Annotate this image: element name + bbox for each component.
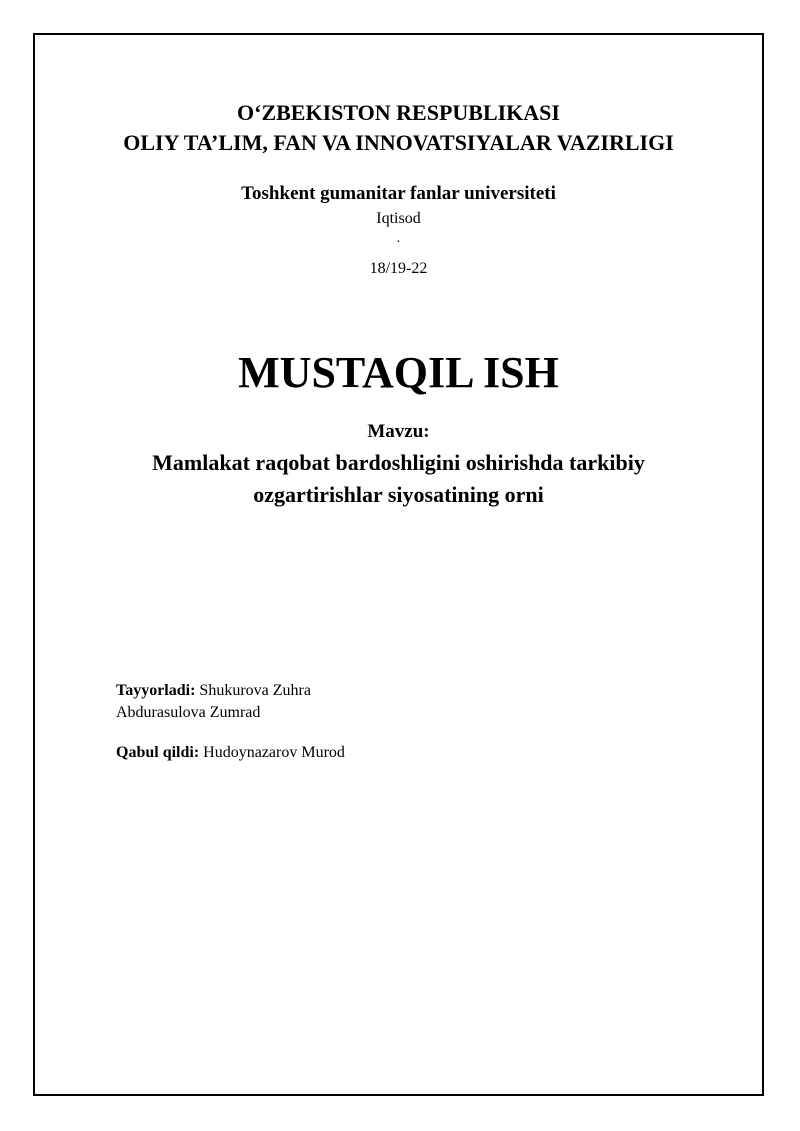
accepted-by-name: Hudoynazarov Murod <box>203 744 345 761</box>
document-title: MUSTAQIL ISH <box>238 348 559 397</box>
topic-line-1: Mamlakat raqobat bardoshligini oshirishda tarkibiy <box>152 450 645 475</box>
topic-line-2: ozgartirishlar siyosatining orni <box>253 482 544 507</box>
ministry-header <box>33 98 764 158</box>
group-number: 18/19-22 <box>369 260 428 277</box>
topic-text <box>33 447 764 511</box>
separator-dot: . <box>396 231 401 246</box>
accepted-by-block <box>116 742 345 764</box>
author-1: Shukurova Zuhra <box>199 682 311 699</box>
header-line-1: O‘ZBEKISTON RESPUBLIKASI <box>237 100 560 125</box>
header-line-2: OLIY TA’LIM, FAN VA INNOVATSIYALAR VAZIRLIGI <box>123 130 674 155</box>
prepared-by-label: Tayyorladi: <box>116 682 196 699</box>
author-2: Abdurasulova Zumrad <box>116 704 261 721</box>
prepared-by-line <box>116 680 311 702</box>
university-name: Toshkent gumanitar fanlar universiteti <box>241 183 556 204</box>
topic-label: Mavzu: <box>367 421 430 442</box>
faculty-name: Iqtisod <box>376 210 421 227</box>
prepared-by-block <box>116 680 311 724</box>
accepted-by-label: Qabul qildi: <box>116 744 200 761</box>
